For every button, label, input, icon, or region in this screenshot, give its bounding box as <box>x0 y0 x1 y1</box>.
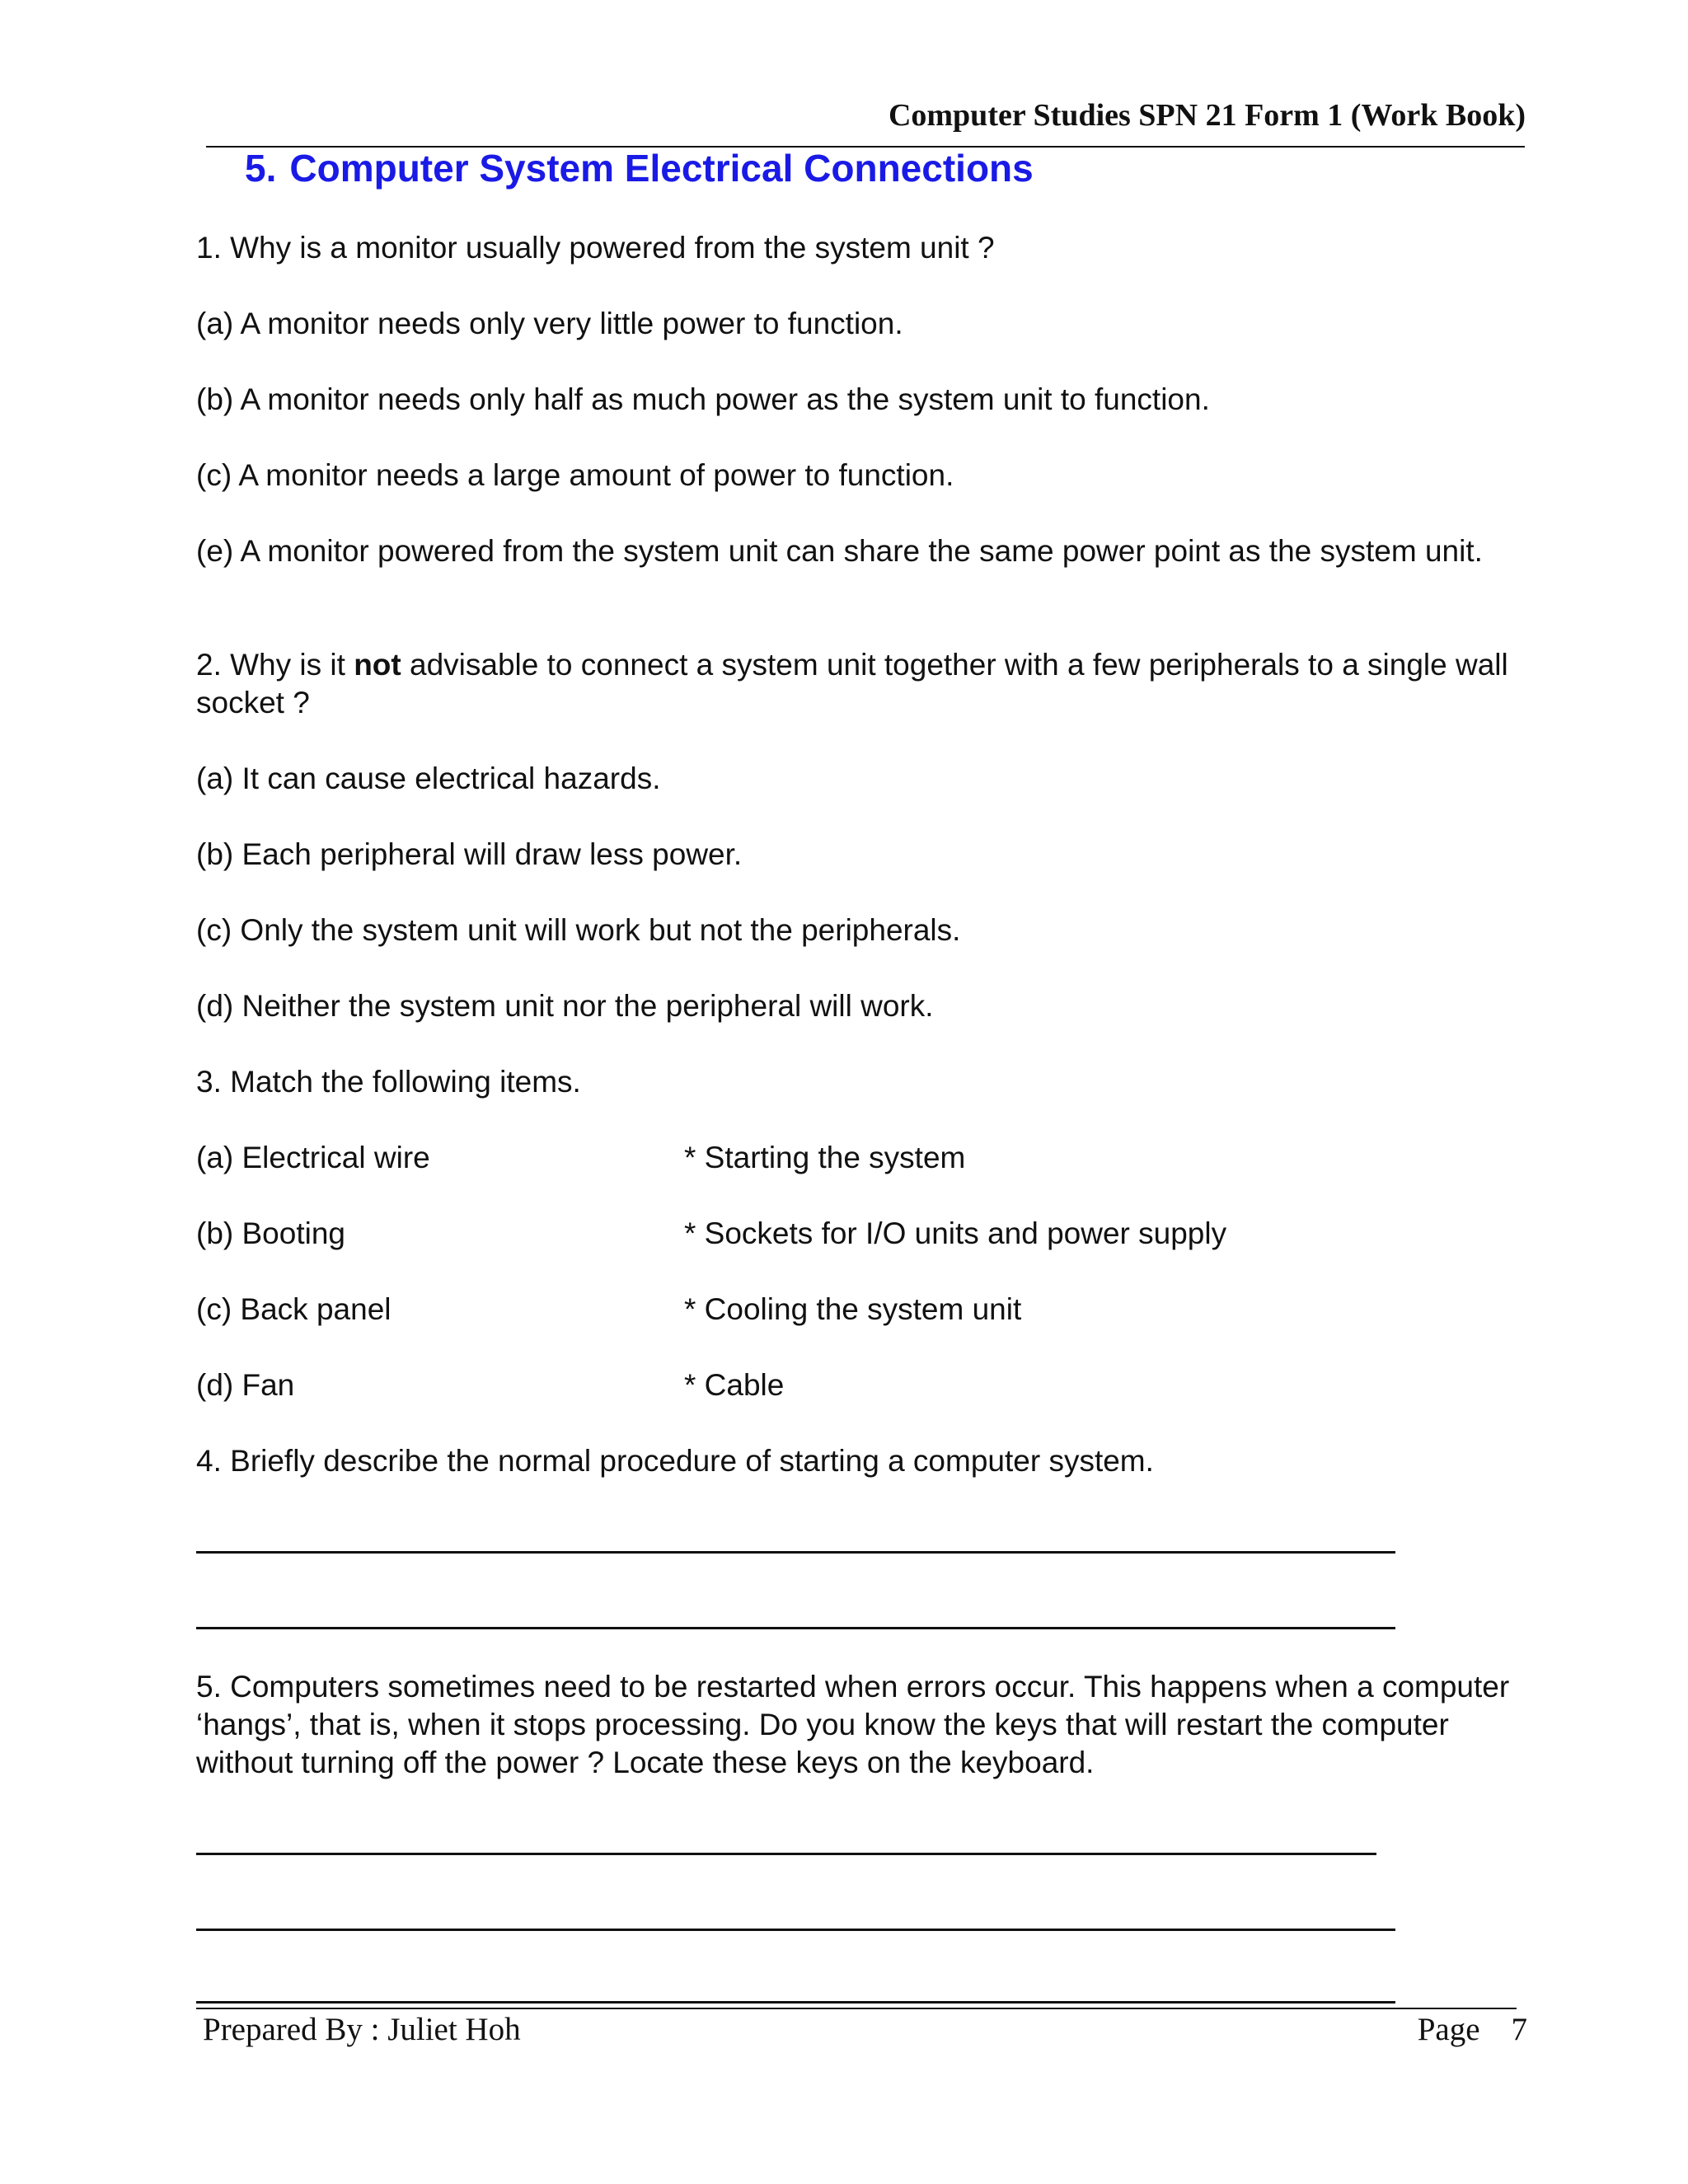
question-1: 1. Why is a monitor usually powered from the system unit ? <box>196 231 995 265</box>
match-item-right-a: * Starting the system <box>684 1141 966 1174</box>
q4-answer-line-1[interactable] <box>196 1551 1395 1554</box>
q5-answer-line-1[interactable] <box>196 1853 1376 1855</box>
chapter-number: 5. <box>245 147 277 190</box>
footer-divider <box>196 2008 1517 2009</box>
question-4: 4. Briefly describe the normal procedure of starting a computer system. <box>196 1444 1154 1478</box>
q1-option-c: (c) A monitor needs a large amount of power to function. <box>196 458 954 492</box>
question-2-suffix: advisable to connect a system unit together with a few peripherals to a single wall socket ? <box>196 648 1508 719</box>
match-item-right-b: * Sockets for I/O units and power supply <box>684 1216 1227 1250</box>
match-item-left-c: (c) Back panel <box>196 1292 392 1326</box>
question-2-prefix: 2. Why is it <box>196 648 354 682</box>
q2-option-a: (a) It can cause electrical hazards. <box>196 762 661 795</box>
question-3: 3. Match the following items. <box>196 1065 581 1099</box>
match-item-left-d: (d) Fan <box>196 1368 295 1402</box>
footer-page <box>1418 2011 1527 2048</box>
q5-answer-line-3[interactable] <box>196 2001 1395 2004</box>
q2-option-b: (b) Each peripheral will draw less power. <box>196 837 743 871</box>
q4-answer-line-2[interactable] <box>196 1627 1395 1629</box>
q1-option-e: (e) A monitor powered from the system unit can share the same power point as the system unit. <box>196 534 1483 568</box>
q2-option-d: (d) Neither the system unit nor the peripheral will work. <box>196 989 934 1023</box>
match-item-right-c: * Cooling the system unit <box>684 1292 1022 1326</box>
q5-answer-line-2[interactable] <box>196 1929 1395 1931</box>
question-5: 5. Computers sometimes need to be restarted when errors occur. This happens when a computer ‘hangs’, that is, when it stops processing. Do you know the keys that will restart the computer without turning off the power ? Locate these keys on the keyboard. <box>196 1670 1510 1779</box>
chapter-title-text: Computer System Electrical Connections <box>289 147 1034 190</box>
q1-option-a: (a) A monitor needs only very little power to function. <box>196 307 903 340</box>
question-2 <box>196 646 1531 722</box>
question-2-emphasis: not <box>354 648 401 682</box>
chapter-title <box>245 146 1034 190</box>
page-label: Page <box>1417 2012 1480 2047</box>
page-number: 7 <box>1511 2012 1527 2047</box>
running-header: Computer Studies SPN 21 Form 1 (Work Book) <box>888 98 1526 133</box>
q2-option-c: (c) Only the system unit will work but not the peripherals. <box>196 913 961 947</box>
match-item-left-b: (b) Booting <box>196 1216 345 1250</box>
match-item-left-a: (a) Electrical wire <box>196 1141 430 1174</box>
footer-prepared-by: Prepared By : Juliet Hoh <box>203 2012 521 2047</box>
match-item-right-d: * Cable <box>684 1368 785 1402</box>
q1-option-b: (b) A monitor needs only half as much power as the system unit to function. <box>196 382 1210 416</box>
